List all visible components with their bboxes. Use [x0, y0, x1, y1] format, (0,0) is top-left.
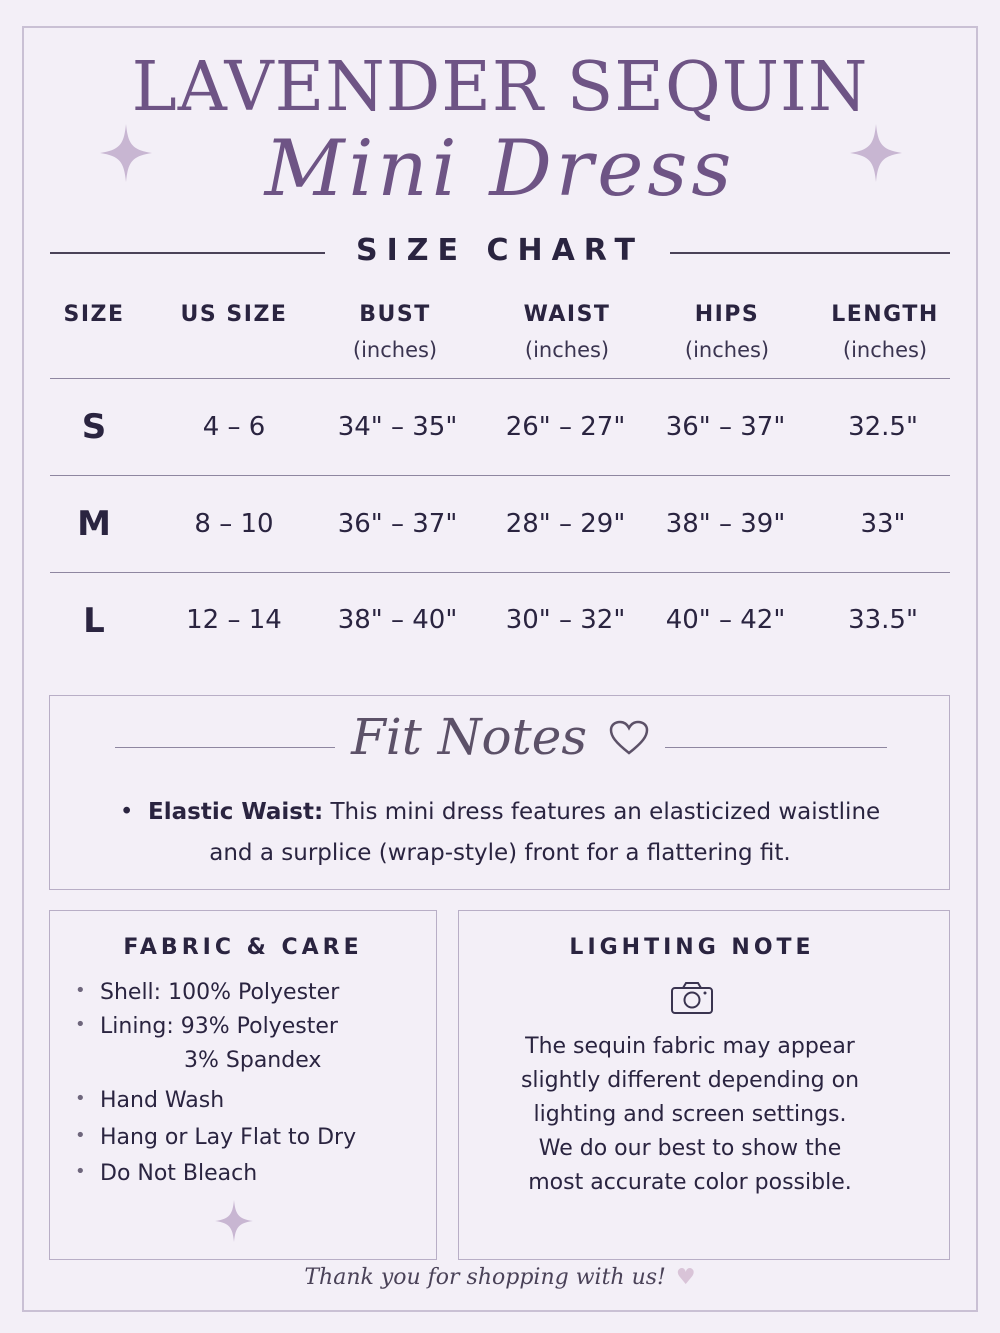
column-header-waist: WAIST	[523, 302, 611, 327]
heart-icon: ♥	[675, 1265, 696, 1290]
column-header-hips: HIPS	[694, 302, 760, 327]
table-divider	[50, 378, 950, 379]
column-unit: (inches)	[842, 338, 928, 362]
list-item: • Hang or Lay Flat to Dry	[75, 1125, 357, 1150]
camera-icon	[670, 981, 714, 1015]
thank-you-footer	[0, 1265, 1000, 1290]
fit-notes-title-text: Fit Notes	[351, 708, 587, 766]
lighting-note-title: LIGHTING NOTE	[569, 935, 815, 960]
table-cell: 33.5"	[848, 605, 918, 635]
sparkle-icon	[215, 1200, 253, 1242]
table-cell: 32.5"	[848, 412, 918, 442]
divider-line	[670, 252, 950, 254]
fabric-care-list	[75, 980, 356, 1197]
fit-notes-text	[100, 792, 900, 874]
text-line: slightly different depending on	[520, 1068, 860, 1093]
sparkle-icon	[850, 124, 902, 182]
table-cell: 40" – 42"	[665, 605, 786, 635]
fit-note-body: This mini dress features an elasticized waistline and a surplice (wrap-style) front for a flattering fit.	[209, 799, 881, 866]
column-header-bust: BUST	[359, 302, 431, 327]
column-header-length: LENGTH	[831, 302, 939, 327]
fit-notes-title	[0, 708, 1000, 766]
table-cell: 38" – 40"	[337, 605, 458, 635]
text-line: most accurate color possible.	[528, 1170, 852, 1195]
text-line: We do our best to show the	[538, 1136, 842, 1161]
size-label: L	[83, 601, 105, 641]
list-item: 3% Spandex	[184, 1048, 322, 1073]
table-cell: 36" – 37"	[665, 412, 786, 442]
fabric-care-title: FABRIC & CARE	[123, 935, 363, 960]
divider-line	[665, 747, 887, 748]
fit-note-label: Elastic Waist:	[148, 799, 324, 825]
size-label: M	[77, 504, 111, 544]
list-item: • Shell: 100% Polyester	[75, 980, 340, 1005]
list-item: • Lining: 93% Polyester	[75, 1014, 338, 1039]
table-cell: 28" – 29"	[505, 509, 626, 539]
column-unit: (inches)	[524, 338, 610, 362]
table-cell: 36" – 37"	[337, 509, 458, 539]
table-cell: 26" – 27"	[505, 412, 626, 442]
product-subtitle: Mini Dress	[264, 124, 736, 214]
footer-text: Thank you for shopping with us!	[304, 1265, 666, 1290]
size-label: S	[81, 407, 107, 447]
section-title: SIZE CHART	[355, 233, 645, 268]
table-cell: 30" – 32"	[505, 605, 626, 635]
text-line: The sequin fabric may appear	[525, 1034, 855, 1059]
table-cell: 12 – 14	[186, 605, 282, 635]
column-unit: (inches)	[352, 338, 438, 362]
heart-outline-icon	[609, 720, 649, 756]
table-cell: 4 – 6	[202, 412, 266, 442]
table-cell: 8 – 10	[194, 509, 274, 539]
text-line: lighting and screen settings.	[533, 1102, 847, 1127]
table-cell: 34" – 35"	[337, 412, 458, 442]
sparkle-icon	[100, 124, 152, 182]
column-unit: (inches)	[684, 338, 770, 362]
column-header-us-size: US SIZE	[180, 302, 288, 327]
list-item: • Do Not Bleach	[75, 1161, 258, 1186]
lighting-note-text	[460, 1030, 920, 1200]
table-cell: 38" – 39"	[665, 509, 786, 539]
column-header-size: SIZE	[63, 302, 125, 327]
list-item: • Hand Wash	[75, 1088, 225, 1113]
table-divider	[50, 572, 950, 573]
bullet: •	[119, 799, 149, 825]
table-cell: 33"	[860, 509, 906, 539]
product-title: LAVENDER SEQUIN	[131, 48, 869, 127]
table-divider	[50, 475, 950, 476]
